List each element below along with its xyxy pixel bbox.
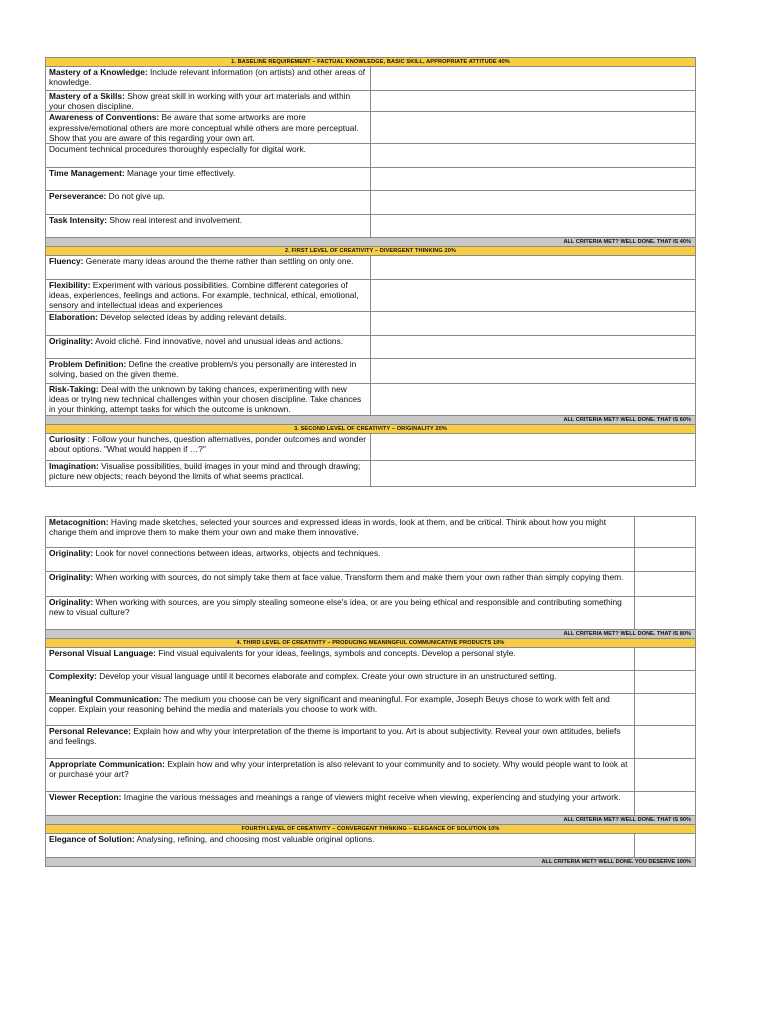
section-total: [46, 415, 696, 424]
criterion-row: [46, 144, 696, 168]
criterion-text: Manage your time effectively.: [127, 168, 236, 179]
criterion-row: [46, 671, 696, 694]
criterion-check-cell[interactable]: [371, 256, 696, 280]
criterion-description: [46, 460, 371, 486]
criterion-check-cell[interactable]: [371, 460, 696, 486]
criterion-row: [46, 112, 696, 144]
criterion-row: [46, 168, 696, 191]
criterion-label: Mastery of a Knowledge:: [49, 67, 148, 77]
criterion-description: [46, 433, 371, 460]
criterion-check-cell[interactable]: [635, 648, 696, 671]
criterion-check-cell[interactable]: [635, 671, 696, 694]
criterion-text: Avoid cliché. Find innovative, novel and unusual ideas and actions.: [95, 335, 344, 346]
criterion-text: Look for novel connections between ideas, artworks, objects and techniques.: [95, 548, 381, 558]
criterion-description: [46, 280, 371, 312]
criterion-description: [46, 91, 371, 112]
criterion-row: [46, 280, 696, 312]
criterion-row: [46, 548, 696, 572]
criterion-text: Deal with the unknown by taking chances, experimenting with new ideas or trying new technical challenges within your chosen discipline. Take chances in your thinking, attempt tasks for which the outcome is unknown.: [49, 383, 362, 415]
criterion-description: [46, 67, 371, 91]
criterion-check-cell[interactable]: [371, 215, 696, 238]
criterion-description: [46, 358, 371, 383]
criterion-check-cell[interactable]: [635, 759, 696, 792]
criterion-description: [46, 759, 635, 792]
criterion-row: [46, 215, 696, 238]
criterion-text: Develop your visual language until it becomes elaborate and complex. Create your own structure in an unstructured setting.: [99, 671, 557, 681]
section-header-text: FOURTH LEVEL OF CREATIVITY – CONVERGENT THINKING – ELEGANCE OF SOLUTION 10%: [46, 825, 696, 834]
criterion-description: [46, 256, 371, 280]
criterion-row: [46, 597, 696, 630]
criterion-description: [46, 572, 635, 597]
criterion-label: Personal Relevance:: [49, 726, 131, 736]
criterion-row: [46, 335, 696, 358]
criterion-check-cell[interactable]: [635, 572, 696, 597]
criterion-row: [46, 572, 696, 597]
criterion-row: [46, 460, 696, 486]
criterion-description: [46, 834, 635, 858]
criterion-row: [46, 358, 696, 383]
criterion-row: [46, 191, 696, 215]
criterion-text: Define the creative problem/s you personally are interested in solving, based on the given theme.: [49, 358, 357, 379]
criterion-label: Elaboration:: [49, 311, 98, 322]
section-total: [46, 858, 696, 867]
section-total-text: ALL CRITERIA MET? WELL DONE. THAT IS 90%: [46, 816, 696, 825]
criterion-row: [46, 834, 696, 858]
criterion-label: Problem Definition:: [49, 358, 127, 369]
criterion-check-cell[interactable]: [371, 191, 696, 215]
criterion-text: Develop selected ideas by adding relevant details.: [100, 311, 287, 322]
criterion-text: Experiment with various possibilities. Combine different categories of ideas, experiences, feelings and actions. For example, technical, ethical, emotional, sensory and intellectual ideas and experiences: [49, 280, 359, 311]
criterion-label: Elegance of Solution:: [49, 834, 135, 844]
criterion-row: [46, 792, 696, 816]
criterion-label: Task Intensity:: [49, 215, 108, 226]
criterion-check-cell[interactable]: [371, 280, 696, 312]
criterion-check-cell[interactable]: [635, 726, 696, 759]
criterion-check-cell[interactable]: [371, 358, 696, 383]
criterion-text: : Follow your hunches, question alternatives, ponder outcomes and wonder about options. "What would happen if …?": [49, 433, 367, 454]
criterion-text: Find visual equivalents for your ideas, feelings, symbols and concepts. Develop a personal style.: [158, 648, 516, 658]
criterion-description: [46, 112, 371, 144]
criterion-description: [46, 144, 371, 168]
criterion-check-cell[interactable]: [371, 67, 696, 91]
criterion-check-cell[interactable]: [635, 834, 696, 858]
criterion-check-cell[interactable]: [371, 91, 696, 112]
section-header-text: 2. FIRST LEVEL OF CREATIVITY – DIVERGENT THINKING 20%: [46, 247, 696, 256]
criterion-row: [46, 694, 696, 726]
criterion-label: Originality:: [49, 597, 94, 607]
criterion-description: [46, 168, 371, 191]
criterion-text: Explain how and why your interpretation is also relevant to your community and to society. Why would people want to look at or purchase your art?: [49, 759, 628, 780]
criterion-label: Imagination:: [49, 460, 99, 471]
section-header-text: 3. SECOND LEVEL OF CREATIVITY – ORIGINALITY 20%: [46, 424, 696, 433]
criterion-label: Originality:: [49, 335, 94, 346]
section-header: [46, 58, 696, 67]
criterion-label: Fluency:: [49, 256, 84, 267]
criterion-check-cell[interactable]: [635, 694, 696, 726]
criterion-text: Show real interest and involvement.: [109, 215, 243, 226]
criterion-label: Complexity:: [49, 671, 97, 681]
criterion-description: [46, 383, 371, 415]
criterion-label: Perseverance:: [49, 191, 107, 202]
criterion-check-cell[interactable]: [635, 597, 696, 630]
section-header: [46, 639, 696, 648]
criterion-check-cell[interactable]: [371, 311, 696, 335]
section-header-text: 1. BASELINE REQUIREMENT – FACTUAL KNOWLEDGE, BASIC SKILL, APPROPRIATE ATTITUDE 40%: [46, 58, 696, 67]
criterion-label: Metacognition:: [49, 517, 109, 527]
criterion-row: [46, 517, 696, 548]
criterion-row: [46, 256, 696, 280]
criterion-text: Show great skill in working with your art materials and within your chosen discipline.: [49, 91, 351, 112]
section-total: [46, 630, 696, 639]
criterion-label: Risk-Taking:: [49, 383, 99, 394]
criterion-label: Awareness of Conventions:: [49, 112, 160, 123]
criterion-label: Flexibility:: [49, 280, 91, 291]
criterion-row: [46, 726, 696, 759]
criterion-row: [46, 759, 696, 792]
section-header: [46, 825, 696, 834]
criterion-check-cell[interactable]: [371, 335, 696, 358]
criterion-label: Originality:: [49, 548, 94, 558]
criterion-text: Generate many ideas around the theme rather than settling on only one.: [85, 256, 354, 267]
rubric-table-part-1: [45, 57, 696, 487]
criterion-text: Do not give up.: [108, 191, 165, 202]
criterion-text: Include relevant information (on artists) and other areas of knowledge.: [49, 67, 366, 88]
criterion-description: [46, 671, 635, 694]
criterion-text: Imagine the various messages and meanings a range of viewers might receive when viewing, experiencing and studying your artwork.: [123, 792, 621, 802]
criterion-text: Explain how and why your interpretation of the theme is important to you. Art is about subjectivity. Reveal your own attitudes, beliefs and feelings.: [49, 726, 621, 747]
section-total-text: ALL CRITERIA MET? WELL DONE. THAT IS 40%: [46, 238, 696, 247]
criterion-description: [46, 215, 371, 238]
criterion-row: [46, 311, 696, 335]
criterion-check-cell[interactable]: [371, 112, 696, 144]
criterion-label: Personal Visual Language:: [49, 648, 156, 658]
criterion-label: Time Management:: [49, 168, 125, 179]
criterion-check-cell[interactable]: [371, 433, 696, 460]
criterion-text: Be aware that some artworks are more expressive/emotional others are more conceptual while others are more perceptual. Show that you are aware of this regarding your own art.: [49, 112, 359, 143]
criterion-row: [46, 67, 696, 91]
criterion-text: The medium you choose can be very significant and meaningful. For example, Joseph Beuys chose to work with felt and copper. Explain your reasoning behind the media and materials you choose to work with.: [49, 694, 610, 715]
criterion-description: [46, 648, 635, 671]
criterion-description: [46, 694, 635, 726]
section-total-text: ALL CRITERIA MET? WELL DONE. THAT IS 80%: [46, 630, 696, 639]
criterion-text: Analysing, refining, and choosing most valuable original options.: [136, 834, 375, 844]
section-header: [46, 424, 696, 433]
criterion-description: [46, 548, 635, 572]
criterion-check-cell[interactable]: [371, 383, 696, 415]
section-total: [46, 816, 696, 825]
criterion-check-cell[interactable]: [635, 792, 696, 816]
criterion-check-cell[interactable]: [371, 168, 696, 191]
section-header: [46, 247, 696, 256]
criterion-description: [46, 311, 371, 335]
criterion-label: Viewer Reception:: [49, 792, 122, 802]
criterion-row: [46, 383, 696, 415]
criterion-text: When working with sources, do not simply take them at face value. Transform them and make them your own rather than simply copying them.: [95, 572, 624, 582]
criterion-description: [46, 792, 635, 816]
criterion-row: [46, 648, 696, 671]
criterion-label: Appropriate Communication:: [49, 759, 165, 769]
rubric-table-part-2: [45, 516, 696, 867]
section-total-text: ALL CRITERIA MET? WELL DONE. YOU DESERVE 100%: [46, 858, 696, 867]
criterion-row: [46, 433, 696, 460]
criterion-text: Visualise possibilities, build images in your mind and through drawing; picture new objects; reach beyond the limits of what seems practical.: [49, 460, 361, 481]
criterion-description: [46, 191, 371, 215]
section-header-text: 4. THIRD LEVEL OF CREATIVITY – PRODUCING MEANINGFUL COMMUNICATIVE PRODUCTS 10%: [46, 639, 696, 648]
criterion-label: Curiosity: [49, 433, 86, 444]
criterion-label: Meaningful Communication:: [49, 694, 162, 704]
criterion-description: [46, 335, 371, 358]
criterion-check-cell[interactable]: [635, 517, 696, 548]
criterion-text: Having made sketches, selected your sources and expressed ideas in words, look at them, and be critical. Think about how you might change them and improve them to make them your own and make them innovative.: [49, 517, 607, 538]
criterion-description: [46, 517, 635, 548]
criterion-label: Originality:: [49, 572, 94, 582]
section-total-text: ALL CRITERIA MET? WELL DONE. THAT IS 60%: [46, 415, 696, 424]
criterion-label: Mastery of a Skills:: [49, 91, 125, 101]
criterion-check-cell[interactable]: [635, 548, 696, 572]
criterion-check-cell[interactable]: [371, 144, 696, 168]
criterion-description: [46, 726, 635, 759]
criterion-text: When working with sources, are you simply stealing someone else's idea, or are you being ethical and responsible and contributing something new to visual culture?: [49, 597, 622, 618]
criterion-description: [46, 597, 635, 630]
section-total: [46, 238, 696, 247]
criterion-text: Document technical procedures thoroughly especially for digital work.: [49, 144, 306, 155]
criterion-row: [46, 91, 696, 112]
